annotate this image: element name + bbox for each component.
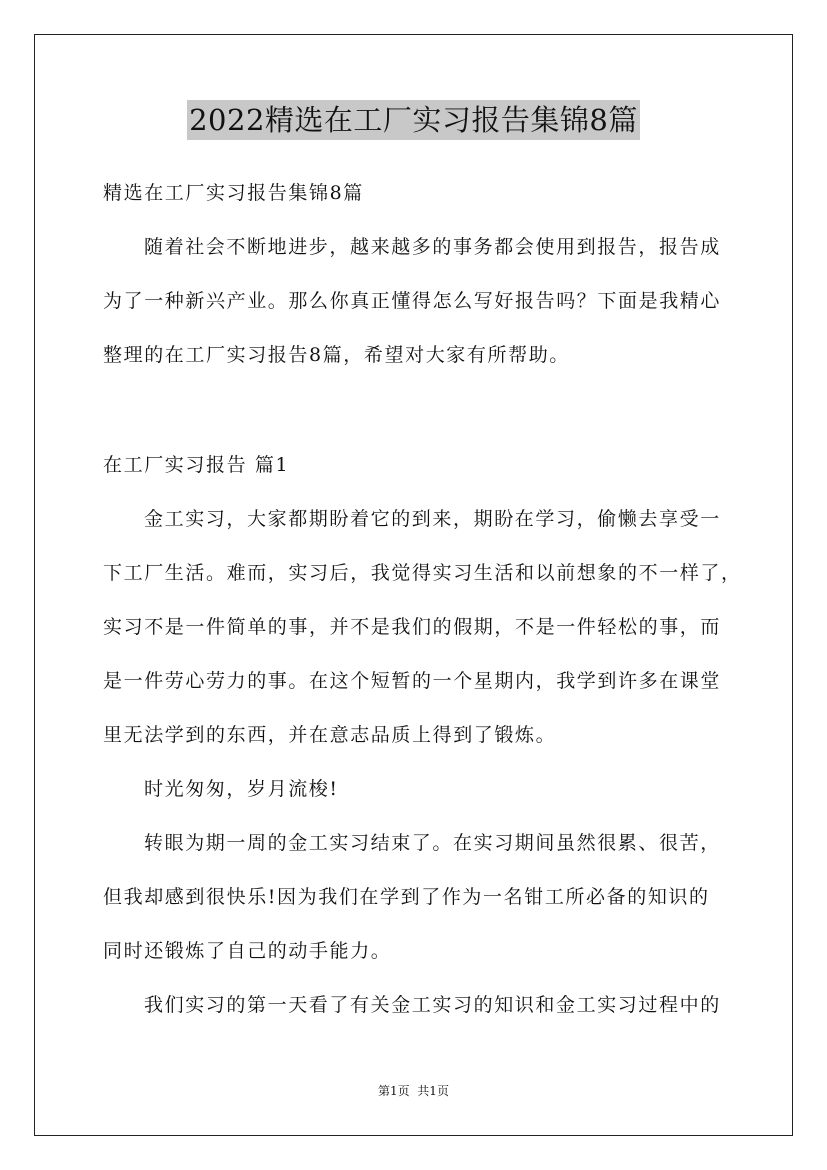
paragraph-1-line-4: 是一件劳心劳力的事。在这个短暂的一个星期内，我学到许多在课堂 — [103, 670, 722, 692]
document-subtitle: 精选在工厂实习报告集锦8篇 — [103, 182, 364, 204]
paragraph-3-line-2: 但我却感到很快乐!因为我们在学到了作为一名钳工所必备的知识的 — [103, 886, 710, 908]
intro-line-2: 为了一种新兴产业。那么你真正懂得怎么写好报告吗？下面是我精心 — [103, 290, 722, 312]
page-footer: 第1页 共1页 — [378, 1084, 449, 1098]
document-title: 2022精选在工厂实习报告集锦8篇 — [187, 100, 640, 140]
document-title-wrapper — [0, 100, 827, 140]
paragraph-3-line-3: 同时还锻炼了自己的动手能力。 — [103, 940, 392, 962]
paragraph-1-line-1: 金工实习，大家都期盼着它的到来，期盼在学习，偷懒去享受一 — [144, 508, 721, 530]
paragraph-1-line-2: 下工厂生活。难而，实习后，我觉得实习生活和以前想象的不一样了， — [103, 562, 742, 584]
paragraph-1-line-5: 里无法学到的东西，并在意志品质上得到了锻炼。 — [103, 724, 557, 746]
intro-line-1: 随着社会不断地进步，越来越多的事务都会使用到报告，报告成 — [144, 236, 721, 258]
paragraph-4-line-1: 我们实习的第一天看了有关金工实习的知识和金工实习过程中的 — [144, 994, 721, 1016]
intro-line-3: 整理的在工厂实习报告8篇，希望对大家有所帮助。 — [103, 344, 570, 366]
section-heading: 在工厂实习报告 篇1 — [103, 454, 290, 476]
paragraph-3-line-1: 转眼为期一周的金工实习结束了。在实习期间虽然很累、很苦， — [144, 832, 721, 854]
paragraph-2-line-1: 时光匆匆，岁月流梭! — [144, 778, 339, 800]
paragraph-1-line-3: 实习不是一件简单的事，并不是我们的假期，不是一件轻松的事，而 — [103, 616, 722, 638]
